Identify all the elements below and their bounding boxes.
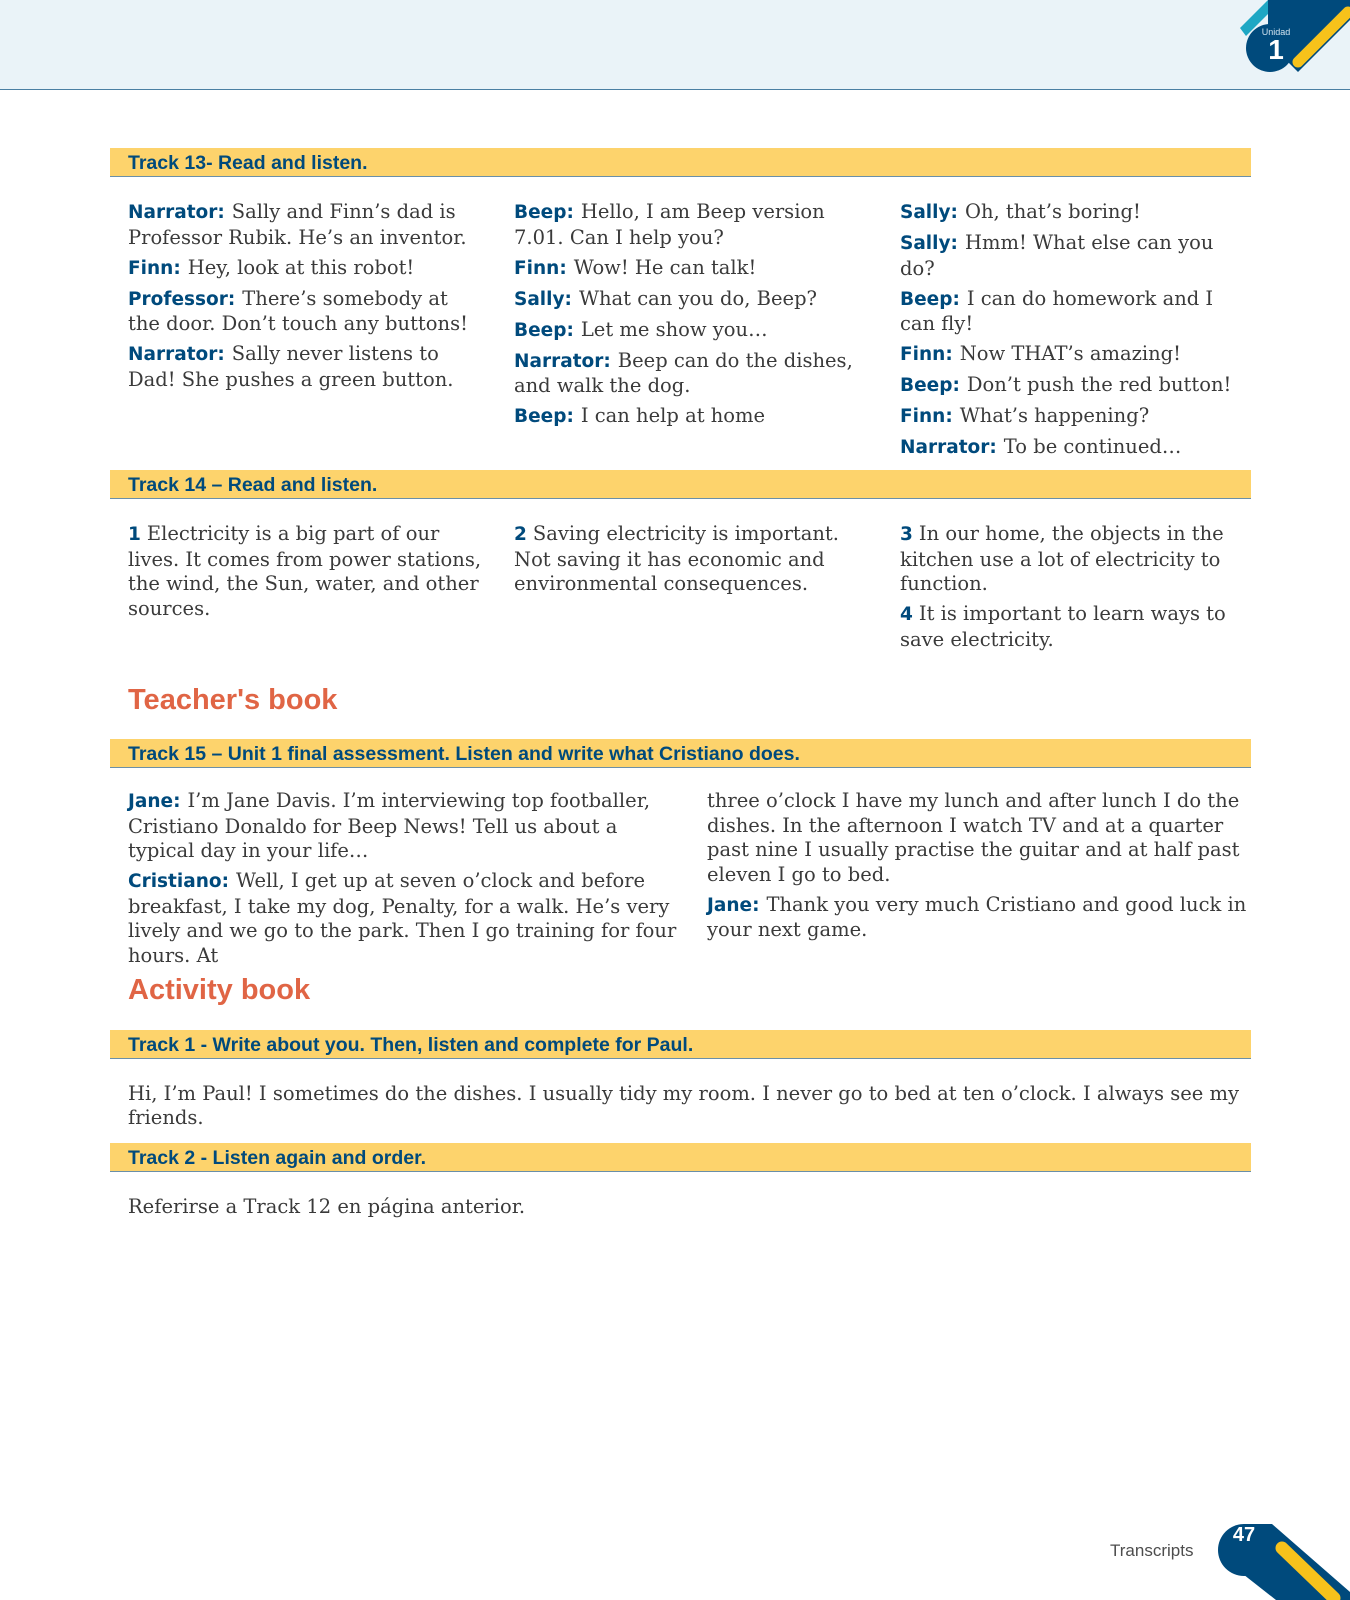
track14-column-2: [514, 522, 859, 602]
item-text: In our home, the objects in the kitchen use a lot of electricity to function.: [900, 522, 1224, 595]
dialogue-text: Beep can do the dishes, and walk the dog.: [514, 348, 853, 397]
dialogue-line: [707, 893, 1252, 943]
dialogue-text: Wow! He can talk!: [573, 255, 757, 279]
activity-track2-title-bar: Track 2 - Listen again and order.: [110, 1143, 1251, 1172]
speaker-label: Cristiano:: [128, 871, 230, 892]
item-text: Saving electricity is important. Not saving it has economic and environmental consequences.: [514, 522, 839, 595]
item-number: 4: [900, 604, 913, 625]
speaker-label: Jane:: [128, 791, 181, 812]
dialogue-line: [900, 231, 1245, 281]
dialogue-text: What’s happening?: [959, 404, 1150, 427]
speaker-label: Beep:: [900, 288, 960, 310]
header-band: [0, 0, 1350, 90]
dialogue-text: Sally never listens to Dad! She pushes a green button.: [128, 342, 454, 391]
activity-track2-text: Referirse a Track 12 en página anterior.: [128, 1195, 526, 1218]
dialogue-line: [900, 435, 1245, 461]
item-number: 1: [128, 524, 141, 545]
dialogue-text: I can do homework and I can fly!: [900, 286, 1214, 335]
speaker-label: Sally:: [514, 288, 572, 310]
dialogue-text: Sally and Finn’s dad is Professor Rubik. He’s an inventor.: [128, 200, 467, 249]
speaker-label: Sally:: [900, 233, 958, 254]
teachers-book-heading: Teacher's book: [128, 684, 338, 716]
dialogue-text: Now THAT’s amazing!: [959, 342, 1181, 365]
dialogue-line: [900, 373, 1245, 399]
numbered-item: [900, 602, 1245, 652]
numbered-item: [128, 522, 483, 621]
speaker-label: Beep:: [514, 319, 574, 341]
item-text: Electricity is a big part of our lives. It comes from power stations, the wind, the Sun, water, and other sources.: [128, 522, 482, 620]
dialogue-line: [128, 789, 683, 864]
dialogue-line: [900, 200, 1245, 226]
speaker-label: Beep:: [514, 406, 574, 427]
unit-number: 1: [1268, 34, 1284, 65]
speaker-label: Sally:: [900, 202, 958, 223]
dialogue-text: What can you do, Beep?: [578, 286, 817, 310]
speaker-label: Narrator:: [128, 202, 225, 223]
unit-label: Unidad: [1261, 27, 1291, 37]
track15-title-bar: Track 15 – Unit 1 final assessment. Listen and write what Cristiano does.: [110, 739, 1251, 768]
dialogue-line: [900, 404, 1245, 430]
speaker-label: Narrator:: [128, 344, 225, 365]
dialogue-text: Don’t push the red button!: [966, 373, 1232, 396]
dialogue-line: [128, 287, 478, 337]
dialogue-line: [514, 287, 866, 313]
dialogue-text: Thank you very much Cristiano and good luck in your next game.: [707, 892, 1247, 941]
speaker-label: Beep:: [514, 202, 574, 223]
numbered-item: [514, 522, 859, 597]
dialogue-line: [514, 404, 866, 430]
item-text: It is important to learn ways to save electricity.: [900, 602, 1226, 651]
track14-column-3: [900, 522, 1245, 658]
dialogue-line: [128, 869, 683, 968]
track14-title-bar: Track 14 – Read and listen.: [110, 470, 1251, 499]
dialogue-line: [514, 349, 866, 399]
page-number: 47: [1232, 1524, 1256, 1546]
dialogue-text: Well, I get up at seven o’clock and before breakfast, I take my dog, Penalty, for a walk. He’s very lively and we go to the park. Then I go training for four hours. At: [128, 869, 677, 967]
speaker-label: Narrator:: [900, 437, 997, 458]
activity-track1-title-bar: Track 1 - Write about you. Then, listen and complete for Paul.: [110, 1030, 1251, 1059]
track13-column-2: [514, 200, 866, 435]
numbered-item: [900, 522, 1245, 597]
speaker-label: Beep:: [900, 375, 960, 396]
footer-section-label: Transcripts: [1110, 1541, 1194, 1560]
dialogue-text: I can help at home: [580, 404, 766, 427]
dialogue-continuation: three o’clock I have my lunch and after lunch I do the dishes. In the afternoon I watch TV and at a quarter past nine I usually practise the guitar and at half past eleven I go to bed.: [707, 789, 1240, 886]
activity-track1-text: Hi, I’m Paul! I sometimes do the dishes. I usually tidy my room. I never go to bed at ten o’clock. I always see my friends.: [128, 1082, 1240, 1129]
track13-column-3: [900, 200, 1245, 466]
dialogue-text: Hmm! What else can you do?: [900, 231, 1214, 280]
speaker-label: Narrator:: [514, 350, 611, 372]
speaker-label: Finn:: [514, 257, 567, 279]
track13-title-bar: Track 13- Read and listen.: [110, 148, 1251, 177]
dialogue-text: Hey, look at this robot!: [187, 255, 415, 279]
speaker-label: Finn:: [900, 406, 953, 427]
dialogue-line: [900, 342, 1245, 368]
dialogue-line: [128, 342, 478, 392]
dialogue-line: [514, 318, 866, 344]
item-number: 3: [900, 524, 913, 545]
dialogue-line: [514, 200, 866, 250]
track13-column-1: [128, 200, 478, 398]
activity-book-heading: Activity book: [128, 974, 311, 1006]
dialogue-line: [128, 256, 478, 282]
track14-column-1: [128, 522, 483, 627]
dialogue-text: Hello, I am Beep version 7.01. Can I help you?: [514, 200, 825, 249]
item-number: 2: [514, 524, 527, 545]
speaker-label: Professor:: [128, 288, 236, 310]
speaker-label: Finn:: [900, 344, 953, 365]
dialogue-text: Oh, that’s boring!: [964, 200, 1141, 223]
dialogue-line: [514, 256, 866, 282]
dialogue-text: To be continued…: [1003, 435, 1182, 458]
track15-column-left: [128, 789, 683, 974]
dialogue-text: There’s somebody at the door. Don’t touch any buttons!: [128, 286, 468, 335]
dialogue-line: [128, 200, 478, 250]
track15-column-right: [707, 789, 1252, 948]
dialogue-line: [900, 287, 1245, 337]
speaker-label: Finn:: [128, 257, 181, 279]
dialogue-text: I’m Jane Davis. I’m interviewing top footballer, Cristiano Donaldo for Beep News! Tell us about a typical day in your life…: [128, 789, 651, 862]
dialogue-text: Let me show you…: [580, 317, 768, 341]
speaker-label: Jane:: [707, 894, 760, 916]
